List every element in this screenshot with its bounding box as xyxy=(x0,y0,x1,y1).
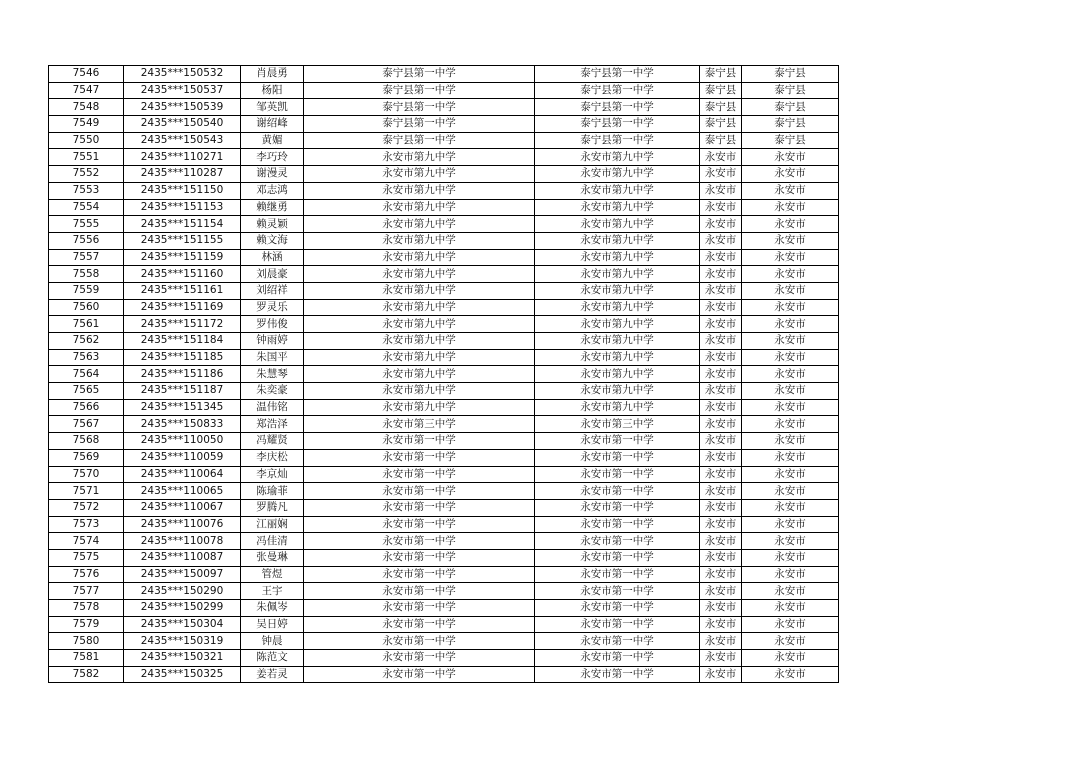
region-cell: 永安市 xyxy=(742,666,839,683)
seq-cell: 7555 xyxy=(49,216,124,233)
region-cell: 永安市 xyxy=(742,366,839,383)
table-row xyxy=(49,650,839,667)
seq-cell: 7548 xyxy=(49,99,124,116)
seq-cell: 7567 xyxy=(49,416,124,433)
school-cell: 永安市第九中学 xyxy=(304,282,535,299)
table-row xyxy=(49,166,839,183)
seq-cell: 7565 xyxy=(49,383,124,400)
county-cell: 永安市 xyxy=(700,516,742,533)
name-cell: 江丽娴 xyxy=(241,516,304,533)
exam-school-cell: 永安市第三中学 xyxy=(535,416,700,433)
region-cell: 永安市 xyxy=(742,399,839,416)
table-row xyxy=(49,516,839,533)
county-cell: 泰宁县 xyxy=(700,82,742,99)
id-cell: 2435***150532 xyxy=(124,66,241,83)
exam-school-cell: 永安市第九中学 xyxy=(535,333,700,350)
table-row xyxy=(49,499,839,516)
table-row xyxy=(49,416,839,433)
exam-school-cell: 永安市第一中学 xyxy=(535,433,700,450)
county-cell: 永安市 xyxy=(700,633,742,650)
name-cell: 李庆松 xyxy=(241,449,304,466)
id-cell: 2435***110087 xyxy=(124,549,241,566)
county-cell: 永安市 xyxy=(700,266,742,283)
county-cell: 泰宁县 xyxy=(700,132,742,149)
school-cell: 永安市第一中学 xyxy=(304,650,535,667)
county-cell: 永安市 xyxy=(700,383,742,400)
county-cell: 永安市 xyxy=(700,583,742,600)
id-cell: 2435***150543 xyxy=(124,132,241,149)
name-cell: 赖灵颖 xyxy=(241,216,304,233)
name-cell: 赖继勇 xyxy=(241,199,304,216)
region-cell: 永安市 xyxy=(742,266,839,283)
school-cell: 永安市第一中学 xyxy=(304,466,535,483)
seq-cell: 7579 xyxy=(49,616,124,633)
table-row xyxy=(49,182,839,199)
id-cell: 2435***151187 xyxy=(124,383,241,400)
county-cell: 永安市 xyxy=(700,466,742,483)
name-cell: 钟晨 xyxy=(241,633,304,650)
region-cell: 永安市 xyxy=(742,549,839,566)
region-cell: 永安市 xyxy=(742,232,839,249)
exam-school-cell: 永安市第九中学 xyxy=(535,383,700,400)
exam-school-cell: 永安市第九中学 xyxy=(535,316,700,333)
county-cell: 永安市 xyxy=(700,533,742,550)
county-cell: 永安市 xyxy=(700,333,742,350)
name-cell: 王宇 xyxy=(241,583,304,600)
id-cell: 2435***150540 xyxy=(124,116,241,133)
seq-cell: 7571 xyxy=(49,483,124,500)
region-cell: 永安市 xyxy=(742,600,839,617)
school-cell: 永安市第九中学 xyxy=(304,149,535,166)
id-cell: 2435***110076 xyxy=(124,516,241,533)
table-row xyxy=(49,583,839,600)
name-cell: 冯耀贤 xyxy=(241,433,304,450)
table-row xyxy=(49,449,839,466)
exam-school-cell: 永安市第一中学 xyxy=(535,516,700,533)
id-cell: 2435***151185 xyxy=(124,349,241,366)
exam-school-cell: 永安市第九中学 xyxy=(535,266,700,283)
region-cell: 永安市 xyxy=(742,182,839,199)
name-cell: 林涵 xyxy=(241,249,304,266)
exam-school-cell: 永安市第九中学 xyxy=(535,249,700,266)
id-cell: 2435***110065 xyxy=(124,483,241,500)
table-row xyxy=(49,466,839,483)
county-cell: 永安市 xyxy=(700,616,742,633)
name-cell: 邹英凯 xyxy=(241,99,304,116)
name-cell: 陈瑜菲 xyxy=(241,483,304,500)
region-cell: 永安市 xyxy=(742,416,839,433)
school-cell: 永安市第三中学 xyxy=(304,416,535,433)
exam-school-cell: 泰宁县第一中学 xyxy=(535,99,700,116)
school-cell: 永安市第九中学 xyxy=(304,199,535,216)
exam-school-cell: 泰宁县第一中学 xyxy=(535,132,700,149)
seq-cell: 7572 xyxy=(49,499,124,516)
seq-cell: 7563 xyxy=(49,349,124,366)
county-cell: 永安市 xyxy=(700,399,742,416)
region-cell: 永安市 xyxy=(742,166,839,183)
school-cell: 永安市第九中学 xyxy=(304,216,535,233)
id-cell: 2435***151150 xyxy=(124,182,241,199)
school-cell: 泰宁县第一中学 xyxy=(304,99,535,116)
exam-school-cell: 永安市第九中学 xyxy=(535,299,700,316)
name-cell: 李巧玲 xyxy=(241,149,304,166)
seq-cell: 7550 xyxy=(49,132,124,149)
name-cell: 刘绍祥 xyxy=(241,282,304,299)
id-cell: 2435***150299 xyxy=(124,600,241,617)
id-cell: 2435***150833 xyxy=(124,416,241,433)
region-cell: 永安市 xyxy=(742,633,839,650)
exam-school-cell: 永安市第一中学 xyxy=(535,466,700,483)
exam-school-cell: 永安市第九中学 xyxy=(535,182,700,199)
county-cell: 永安市 xyxy=(700,216,742,233)
school-cell: 永安市第九中学 xyxy=(304,166,535,183)
exam-school-cell: 永安市第一中学 xyxy=(535,483,700,500)
school-cell: 永安市第九中学 xyxy=(304,383,535,400)
name-cell: 陈范文 xyxy=(241,650,304,667)
county-cell: 永安市 xyxy=(700,549,742,566)
county-cell: 永安市 xyxy=(700,182,742,199)
id-cell: 2435***150097 xyxy=(124,566,241,583)
table-row xyxy=(49,299,839,316)
table-row xyxy=(49,383,839,400)
region-cell: 泰宁县 xyxy=(742,99,839,116)
exam-school-cell: 永安市第九中学 xyxy=(535,366,700,383)
seq-cell: 7561 xyxy=(49,316,124,333)
region-cell: 永安市 xyxy=(742,316,839,333)
name-cell: 罗伟俊 xyxy=(241,316,304,333)
name-cell: 温伟铭 xyxy=(241,399,304,416)
region-cell: 永安市 xyxy=(742,383,839,400)
name-cell: 张曼琳 xyxy=(241,549,304,566)
name-cell: 朱慧琴 xyxy=(241,366,304,383)
table-row xyxy=(49,549,839,566)
county-cell: 永安市 xyxy=(700,483,742,500)
exam-school-cell: 永安市第九中学 xyxy=(535,199,700,216)
name-cell: 赖文海 xyxy=(241,232,304,249)
roster-table xyxy=(48,65,839,683)
region-cell: 永安市 xyxy=(742,650,839,667)
table-row xyxy=(49,199,839,216)
seq-cell: 7558 xyxy=(49,266,124,283)
school-cell: 永安市第九中学 xyxy=(304,333,535,350)
school-cell: 泰宁县第一中学 xyxy=(304,132,535,149)
table-row xyxy=(49,533,839,550)
seq-cell: 7576 xyxy=(49,566,124,583)
id-cell: 2435***151161 xyxy=(124,282,241,299)
exam-school-cell: 永安市第一中学 xyxy=(535,499,700,516)
seq-cell: 7582 xyxy=(49,666,124,683)
county-cell: 永安市 xyxy=(700,299,742,316)
seq-cell: 7566 xyxy=(49,399,124,416)
name-cell: 罗腾凡 xyxy=(241,499,304,516)
school-cell: 永安市第九中学 xyxy=(304,366,535,383)
school-cell: 永安市第一中学 xyxy=(304,499,535,516)
exam-school-cell: 永安市第九中学 xyxy=(535,349,700,366)
id-cell: 2435***151345 xyxy=(124,399,241,416)
name-cell: 杨阳 xyxy=(241,82,304,99)
table-row xyxy=(49,232,839,249)
school-cell: 永安市第一中学 xyxy=(304,449,535,466)
id-cell: 2435***151172 xyxy=(124,316,241,333)
seq-cell: 7562 xyxy=(49,333,124,350)
county-cell: 永安市 xyxy=(700,666,742,683)
exam-school-cell: 永安市第一中学 xyxy=(535,666,700,683)
table-row xyxy=(49,249,839,266)
county-cell: 永安市 xyxy=(700,600,742,617)
seq-cell: 7560 xyxy=(49,299,124,316)
name-cell: 朱奕豪 xyxy=(241,383,304,400)
region-cell: 永安市 xyxy=(742,433,839,450)
table-row xyxy=(49,433,839,450)
exam-school-cell: 永安市第一中学 xyxy=(535,650,700,667)
seq-cell: 7549 xyxy=(49,116,124,133)
county-cell: 永安市 xyxy=(700,349,742,366)
exam-school-cell: 永安市第九中学 xyxy=(535,166,700,183)
region-cell: 永安市 xyxy=(742,333,839,350)
table-row xyxy=(49,483,839,500)
table-row xyxy=(49,266,839,283)
table-row xyxy=(49,82,839,99)
school-cell: 永安市第一中学 xyxy=(304,600,535,617)
school-cell: 永安市第九中学 xyxy=(304,249,535,266)
seq-cell: 7578 xyxy=(49,600,124,617)
name-cell: 李京灿 xyxy=(241,466,304,483)
school-cell: 永安市第一中学 xyxy=(304,616,535,633)
table-row xyxy=(49,666,839,683)
table-row xyxy=(49,349,839,366)
school-cell: 永安市第九中学 xyxy=(304,232,535,249)
table-row xyxy=(49,66,839,83)
id-cell: 2435***110287 xyxy=(124,166,241,183)
id-cell: 2435***151159 xyxy=(124,249,241,266)
county-cell: 泰宁县 xyxy=(700,66,742,83)
table-row xyxy=(49,600,839,617)
school-cell: 泰宁县第一中学 xyxy=(304,116,535,133)
exam-school-cell: 永安市第九中学 xyxy=(535,149,700,166)
id-cell: 2435***110078 xyxy=(124,533,241,550)
seq-cell: 7575 xyxy=(49,549,124,566)
name-cell: 罗灵乐 xyxy=(241,299,304,316)
county-cell: 永安市 xyxy=(700,232,742,249)
exam-school-cell: 永安市第一中学 xyxy=(535,566,700,583)
id-cell: 2435***150319 xyxy=(124,633,241,650)
name-cell: 钟雨婷 xyxy=(241,333,304,350)
table-row xyxy=(49,316,839,333)
region-cell: 泰宁县 xyxy=(742,116,839,133)
id-cell: 2435***151155 xyxy=(124,232,241,249)
region-cell: 永安市 xyxy=(742,149,839,166)
school-cell: 永安市第一中学 xyxy=(304,533,535,550)
seq-cell: 7557 xyxy=(49,249,124,266)
table-row xyxy=(49,399,839,416)
table-row xyxy=(49,216,839,233)
exam-school-cell: 永安市第一中学 xyxy=(535,549,700,566)
exam-school-cell: 永安市第一中学 xyxy=(535,600,700,617)
id-cell: 2435***151186 xyxy=(124,366,241,383)
school-cell: 泰宁县第一中学 xyxy=(304,66,535,83)
seq-cell: 7569 xyxy=(49,449,124,466)
table-row xyxy=(49,566,839,583)
id-cell: 2435***150325 xyxy=(124,666,241,683)
region-cell: 永安市 xyxy=(742,533,839,550)
seq-cell: 7570 xyxy=(49,466,124,483)
region-cell: 永安市 xyxy=(742,299,839,316)
county-cell: 永安市 xyxy=(700,449,742,466)
school-cell: 永安市第一中学 xyxy=(304,583,535,600)
table-row xyxy=(49,633,839,650)
name-cell: 刘晨豪 xyxy=(241,266,304,283)
school-cell: 永安市第一中学 xyxy=(304,633,535,650)
school-cell: 永安市第九中学 xyxy=(304,299,535,316)
exam-school-cell: 泰宁县第一中学 xyxy=(535,116,700,133)
exam-school-cell: 泰宁县第一中学 xyxy=(535,66,700,83)
id-cell: 2435***151153 xyxy=(124,199,241,216)
region-cell: 泰宁县 xyxy=(742,82,839,99)
county-cell: 永安市 xyxy=(700,149,742,166)
school-cell: 永安市第一中学 xyxy=(304,483,535,500)
id-cell: 2435***150290 xyxy=(124,583,241,600)
exam-school-cell: 永安市第一中学 xyxy=(535,633,700,650)
seq-cell: 7559 xyxy=(49,282,124,299)
region-cell: 永安市 xyxy=(742,483,839,500)
exam-school-cell: 永安市第九中学 xyxy=(535,282,700,299)
exam-school-cell: 永安市第九中学 xyxy=(535,399,700,416)
name-cell: 姜若灵 xyxy=(241,666,304,683)
id-cell: 2435***150304 xyxy=(124,616,241,633)
school-cell: 永安市第九中学 xyxy=(304,266,535,283)
seq-cell: 7552 xyxy=(49,166,124,183)
region-cell: 永安市 xyxy=(742,566,839,583)
id-cell: 2435***110064 xyxy=(124,466,241,483)
seq-cell: 7553 xyxy=(49,182,124,199)
region-cell: 永安市 xyxy=(742,349,839,366)
seq-cell: 7580 xyxy=(49,633,124,650)
id-cell: 2435***151154 xyxy=(124,216,241,233)
seq-cell: 7551 xyxy=(49,149,124,166)
id-cell: 2435***110067 xyxy=(124,499,241,516)
exam-school-cell: 永安市第一中学 xyxy=(535,616,700,633)
seq-cell: 7574 xyxy=(49,533,124,550)
id-cell: 2435***151184 xyxy=(124,333,241,350)
name-cell: 邓志鸿 xyxy=(241,182,304,199)
region-cell: 泰宁县 xyxy=(742,132,839,149)
region-cell: 永安市 xyxy=(742,199,839,216)
seq-cell: 7577 xyxy=(49,583,124,600)
county-cell: 永安市 xyxy=(700,282,742,299)
region-cell: 永安市 xyxy=(742,216,839,233)
seq-cell: 7564 xyxy=(49,366,124,383)
school-cell: 永安市第一中学 xyxy=(304,666,535,683)
county-cell: 永安市 xyxy=(700,566,742,583)
region-cell: 泰宁县 xyxy=(742,66,839,83)
table-row xyxy=(49,99,839,116)
id-cell: 2435***150537 xyxy=(124,82,241,99)
roster-table-body xyxy=(49,66,839,683)
exam-school-cell: 泰宁县第一中学 xyxy=(535,82,700,99)
id-cell: 2435***150321 xyxy=(124,650,241,667)
id-cell: 2435***110059 xyxy=(124,449,241,466)
school-cell: 永安市第九中学 xyxy=(304,316,535,333)
county-cell: 永安市 xyxy=(700,199,742,216)
name-cell: 肖晨勇 xyxy=(241,66,304,83)
school-cell: 永安市第九中学 xyxy=(304,399,535,416)
school-cell: 永安市第一中学 xyxy=(304,566,535,583)
county-cell: 泰宁县 xyxy=(700,99,742,116)
name-cell: 谢绍峰 xyxy=(241,116,304,133)
region-cell: 永安市 xyxy=(742,282,839,299)
region-cell: 永安市 xyxy=(742,466,839,483)
id-cell: 2435***150539 xyxy=(124,99,241,116)
table-row xyxy=(49,282,839,299)
county-cell: 永安市 xyxy=(700,499,742,516)
school-cell: 永安市第九中学 xyxy=(304,349,535,366)
exam-school-cell: 永安市第一中学 xyxy=(535,583,700,600)
seq-cell: 7573 xyxy=(49,516,124,533)
table-row xyxy=(49,132,839,149)
school-cell: 永安市第一中学 xyxy=(304,433,535,450)
table-row xyxy=(49,616,839,633)
table-row xyxy=(49,149,839,166)
name-cell: 黄媚 xyxy=(241,132,304,149)
region-cell: 永安市 xyxy=(742,616,839,633)
table-row xyxy=(49,333,839,350)
county-cell: 泰宁县 xyxy=(700,116,742,133)
county-cell: 永安市 xyxy=(700,366,742,383)
name-cell: 朱国平 xyxy=(241,349,304,366)
id-cell: 2435***110271 xyxy=(124,149,241,166)
county-cell: 永安市 xyxy=(700,650,742,667)
exam-school-cell: 永安市第九中学 xyxy=(535,232,700,249)
region-cell: 永安市 xyxy=(742,516,839,533)
seq-cell: 7554 xyxy=(49,199,124,216)
county-cell: 永安市 xyxy=(700,416,742,433)
id-cell: 2435***110050 xyxy=(124,433,241,450)
name-cell: 谢漫灵 xyxy=(241,166,304,183)
region-cell: 永安市 xyxy=(742,583,839,600)
name-cell: 管煜 xyxy=(241,566,304,583)
region-cell: 永安市 xyxy=(742,449,839,466)
exam-school-cell: 永安市第九中学 xyxy=(535,216,700,233)
id-cell: 2435***151169 xyxy=(124,299,241,316)
school-cell: 泰宁县第一中学 xyxy=(304,82,535,99)
school-cell: 永安市第一中学 xyxy=(304,516,535,533)
seq-cell: 7581 xyxy=(49,650,124,667)
county-cell: 永安市 xyxy=(700,433,742,450)
exam-school-cell: 永安市第一中学 xyxy=(535,449,700,466)
seq-cell: 7556 xyxy=(49,232,124,249)
table-row xyxy=(49,366,839,383)
id-cell: 2435***151160 xyxy=(124,266,241,283)
name-cell: 吴日婷 xyxy=(241,616,304,633)
seq-cell: 7546 xyxy=(49,66,124,83)
seq-cell: 7568 xyxy=(49,433,124,450)
seq-cell: 7547 xyxy=(49,82,124,99)
region-cell: 永安市 xyxy=(742,499,839,516)
school-cell: 永安市第九中学 xyxy=(304,182,535,199)
county-cell: 永安市 xyxy=(700,166,742,183)
exam-school-cell: 永安市第一中学 xyxy=(535,533,700,550)
county-cell: 永安市 xyxy=(700,316,742,333)
school-cell: 永安市第一中学 xyxy=(304,549,535,566)
region-cell: 永安市 xyxy=(742,249,839,266)
name-cell: 冯佳清 xyxy=(241,533,304,550)
name-cell: 郑浩泽 xyxy=(241,416,304,433)
county-cell: 永安市 xyxy=(700,249,742,266)
table-row xyxy=(49,116,839,133)
name-cell: 朱佩岑 xyxy=(241,600,304,617)
